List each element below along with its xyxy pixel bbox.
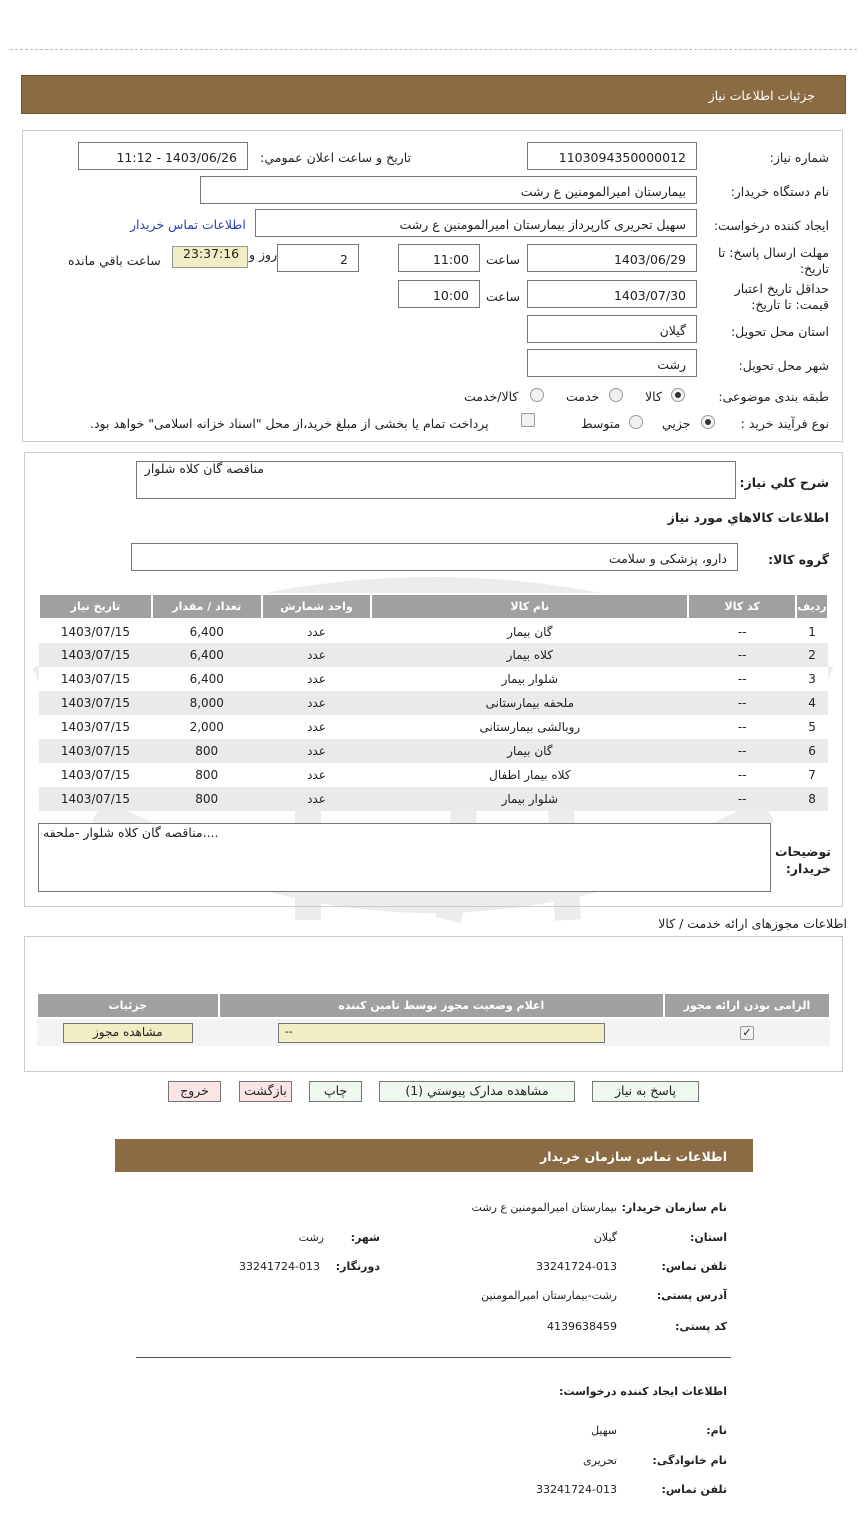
permits-table bbox=[36, 992, 831, 1046]
creator-label: ايجاد کننده درخواست: bbox=[713, 218, 829, 233]
row-name: روبالشی بیمارستانی bbox=[371, 715, 688, 739]
page-header bbox=[21, 75, 846, 114]
contact-province-value: گیلان bbox=[593, 1231, 617, 1244]
permits-table-header bbox=[37, 993, 830, 1018]
process-radio-minor[interactable] bbox=[701, 415, 715, 429]
creator-family-label: نام خانوادگی: bbox=[652, 1454, 727, 1467]
contact-postal-value: 4139638459 bbox=[547, 1320, 617, 1333]
col-permit-required: الزامی بودن ارائه مجوز bbox=[664, 993, 830, 1018]
contact-phone-value: 33241724-013 bbox=[536, 1260, 617, 1273]
deadline-time-value: 11:00 bbox=[432, 252, 469, 267]
remaining-time-field bbox=[172, 246, 248, 268]
announce-value: 1403/06/26 - 11:12 bbox=[116, 150, 237, 165]
contact-address-label: آدرس پستی: bbox=[656, 1289, 727, 1302]
row-date: 1403/07/15 bbox=[39, 763, 152, 787]
row-code: -- bbox=[688, 643, 796, 667]
page-title: جزئیات اطلاعات نیاز bbox=[708, 88, 815, 103]
row-date: 1403/07/15 bbox=[39, 667, 152, 691]
goods-group-value: دارو، پزشکی و سلامت bbox=[608, 551, 727, 566]
table-row bbox=[39, 739, 828, 763]
contact-phone-label: تلفن تماس: bbox=[661, 1260, 727, 1273]
permit-required-checkbox[interactable]: ✓ bbox=[740, 1026, 754, 1040]
row-code: -- bbox=[688, 715, 796, 739]
description-field bbox=[136, 461, 736, 499]
row-qty: 6,400 bbox=[152, 667, 262, 691]
buyer-contact-link[interactable]: اطلاعات تماس خریدار bbox=[130, 217, 246, 232]
row-unit: عدد bbox=[262, 691, 372, 715]
category-radio-both[interactable] bbox=[530, 388, 544, 402]
col-row: رديف bbox=[796, 594, 828, 619]
province-value: گیلان bbox=[659, 323, 686, 338]
days-label: روز و bbox=[249, 247, 278, 262]
row-qty: 8,000 bbox=[152, 691, 262, 715]
creator-phone-label: تلفن تماس: bbox=[661, 1483, 727, 1496]
contact-province-label: استان: bbox=[690, 1231, 727, 1244]
description-label: شرح کلي نياز: bbox=[739, 475, 829, 490]
contact-fax-label: دورنگار: bbox=[335, 1260, 380, 1273]
validity-label: حداقل تاريخ اعتبار bbox=[734, 281, 829, 296]
creator-family-value: تحریری bbox=[583, 1454, 617, 1467]
row-unit: عدد bbox=[262, 739, 372, 763]
validity-label-2: قيمت: تا تاريخ: bbox=[751, 297, 829, 312]
need-number-value: 1103094350000012 bbox=[558, 150, 686, 165]
contact-city-value: رشت bbox=[298, 1231, 324, 1244]
process-minor-label: جزيي bbox=[662, 416, 691, 431]
row-qty: 800 bbox=[152, 763, 262, 787]
creator-name-value: سهیل bbox=[591, 1424, 617, 1437]
row-qty: 2,000 bbox=[152, 715, 262, 739]
row-code: -- bbox=[688, 619, 796, 643]
permit-row bbox=[37, 1018, 830, 1046]
view-permit-button[interactable]: مشاهده مجوز bbox=[63, 1023, 193, 1043]
reply-button[interactable]: پاسخ به نياز bbox=[592, 1081, 699, 1102]
validity-date-value: 1403/07/30 bbox=[613, 288, 686, 303]
row-unit: عدد bbox=[262, 787, 372, 811]
row-unit: عدد bbox=[262, 715, 372, 739]
table-row bbox=[39, 667, 828, 691]
creator-name-label: نام: bbox=[706, 1424, 727, 1437]
contact-org-value: بیمارستان امیرالمومنین ع رشت bbox=[471, 1201, 617, 1214]
process-label: نوع فرآیند خرید : bbox=[740, 416, 829, 431]
contact-postal-label: کد پستی: bbox=[675, 1320, 727, 1333]
table-row bbox=[39, 715, 828, 739]
permit-status-field bbox=[278, 1023, 605, 1043]
row-qty: 800 bbox=[152, 787, 262, 811]
contact-address-value: رشت-بیمارستان امیرالمومنین bbox=[481, 1289, 617, 1302]
row-qty: 6,400 bbox=[152, 619, 262, 643]
row-date: 1403/07/15 bbox=[39, 787, 152, 811]
goods-group-field bbox=[131, 543, 738, 571]
province-field bbox=[527, 315, 697, 343]
city-label: شهر محل تحویل: bbox=[738, 358, 829, 373]
row-code: -- bbox=[688, 787, 796, 811]
permits-title: اطلاعات مجوزهای ارائه خدمت / کالا bbox=[658, 916, 847, 931]
buyer-notes-label: توضیحات bbox=[775, 844, 831, 859]
row-qty: 6,400 bbox=[152, 643, 262, 667]
row-code: -- bbox=[688, 667, 796, 691]
deadline-date-field bbox=[527, 244, 697, 272]
deadline-label: مهلت ارسال پاسخ: تا bbox=[718, 245, 829, 260]
row-index: 6 bbox=[796, 739, 828, 763]
need-number-label: شماره نیاز: bbox=[769, 150, 829, 165]
creator-field bbox=[255, 209, 697, 237]
print-button[interactable]: چاپ bbox=[309, 1081, 362, 1102]
need-number-field bbox=[527, 142, 697, 170]
row-index: 3 bbox=[796, 667, 828, 691]
deadline-time-label: ساعت bbox=[486, 252, 521, 267]
creator-value: سهیل تحریری کارپرداز بیمارستان امیرالمومنین ع رشت bbox=[399, 217, 686, 232]
validity-date-field bbox=[527, 280, 697, 308]
buyer-org-value: بیمارستان امیرالمومنین ع رشت bbox=[520, 184, 686, 199]
contact-divider bbox=[136, 1357, 731, 1358]
col-unit: واحد شمارش bbox=[262, 594, 372, 619]
goods-table bbox=[38, 593, 829, 811]
announce-field bbox=[78, 142, 248, 170]
buyer-notes-field bbox=[38, 823, 771, 892]
deadline-label-2: تاريخ: bbox=[799, 261, 829, 276]
row-date: 1403/07/15 bbox=[39, 643, 152, 667]
contact-header bbox=[115, 1139, 753, 1172]
validity-time-field bbox=[398, 280, 480, 308]
row-name: گان بیمار bbox=[371, 739, 688, 763]
contact-city-label: شهر: bbox=[350, 1231, 380, 1244]
col-qty: تعداد / مقدار bbox=[152, 594, 262, 619]
contact-org-label: نام سازمان خریدار: bbox=[621, 1201, 727, 1214]
row-qty: 800 bbox=[152, 739, 262, 763]
row-name: گان بیمار bbox=[371, 619, 688, 643]
row-index: 4 bbox=[796, 691, 828, 715]
table-row bbox=[39, 619, 828, 643]
row-code: -- bbox=[688, 739, 796, 763]
contact-title: اطلاعات تماس سازمان خریدار bbox=[540, 1149, 727, 1164]
row-index: 5 bbox=[796, 715, 828, 739]
description-value: مناقصه گان کلاه شلوار bbox=[144, 461, 264, 476]
category-radio-goods[interactable] bbox=[671, 388, 685, 402]
table-row bbox=[39, 763, 828, 787]
days-value: 2 bbox=[340, 252, 348, 267]
buyer-org-field bbox=[200, 176, 697, 204]
category-label: طبقه بندی موضوعی: bbox=[718, 389, 829, 404]
row-date: 1403/07/15 bbox=[39, 715, 152, 739]
category-radio-service[interactable] bbox=[609, 388, 623, 402]
row-date: 1403/07/15 bbox=[39, 691, 152, 715]
col-permit-details: جزئیات bbox=[37, 993, 219, 1018]
table-row bbox=[39, 691, 828, 715]
row-code: -- bbox=[688, 763, 796, 787]
row-date: 1403/07/15 bbox=[39, 619, 152, 643]
city-field bbox=[527, 349, 697, 377]
permit-status-value: -- bbox=[284, 1024, 293, 1038]
category-service-label: خدمت bbox=[566, 389, 600, 404]
attachments-button[interactable]: مشاهده مدارک پيوستي (1) bbox=[379, 1081, 575, 1102]
buyer-notes-value: ....مناقصه گان کلاه شلوار -ملحفه bbox=[43, 825, 219, 840]
row-unit: عدد bbox=[262, 619, 372, 643]
city-value: رشت bbox=[657, 357, 686, 372]
row-name: شلوار بیمار bbox=[371, 787, 688, 811]
row-index: 7 bbox=[796, 763, 828, 787]
row-name: ملحفه بیمارستانی bbox=[371, 691, 688, 715]
announce-label: تاريخ و ساعت اعلان عمومي: bbox=[260, 150, 411, 165]
table-row bbox=[39, 643, 828, 667]
province-label: استان محل تحویل: bbox=[730, 324, 829, 339]
buyer-org-label: نام دستگاه خريدار: bbox=[730, 184, 829, 199]
col-name: نام کالا bbox=[371, 594, 688, 619]
payment-checkbox[interactable] bbox=[521, 413, 535, 427]
deadline-date-value: 1403/06/29 bbox=[613, 252, 686, 267]
creator-phone-value: 33241724-013 bbox=[536, 1483, 617, 1496]
row-name: شلوار بیمار bbox=[371, 667, 688, 691]
row-unit: عدد bbox=[262, 763, 372, 787]
exit-button[interactable]: خروج bbox=[168, 1081, 221, 1102]
deadline-time-field bbox=[398, 244, 480, 272]
validity-time-value: 10:00 bbox=[432, 288, 469, 303]
col-date: تاريخ نياز bbox=[39, 594, 152, 619]
contact-fax-value: 33241724-013 bbox=[239, 1260, 320, 1273]
days-remaining-field bbox=[277, 244, 359, 272]
process-medium-label: متوسط bbox=[581, 416, 621, 431]
table-row bbox=[39, 787, 828, 811]
remaining-label: ساعت باقي مانده bbox=[68, 253, 161, 268]
row-unit: عدد bbox=[262, 667, 372, 691]
remaining-time-value: 23:37:16 bbox=[183, 246, 240, 261]
goods-info-title: اطلاعات کالاهاي مورد نياز bbox=[667, 510, 829, 525]
category-both-label: کالا/خدمت bbox=[464, 389, 519, 404]
row-code: -- bbox=[688, 691, 796, 715]
row-index: 1 bbox=[796, 619, 828, 643]
row-index: 2 bbox=[796, 643, 828, 667]
goods-table-header bbox=[39, 594, 828, 619]
buyer-notes-label-2: خریدار: bbox=[785, 861, 831, 876]
goods-group-label: گروه کالا: bbox=[768, 552, 829, 567]
validity-time-label: ساعت bbox=[486, 289, 521, 304]
row-name: کلاه بیمار bbox=[371, 643, 688, 667]
row-date: 1403/07/15 bbox=[39, 739, 152, 763]
category-goods-label: کالا bbox=[645, 389, 662, 404]
process-radio-medium[interactable] bbox=[629, 415, 643, 429]
col-permit-status: اعلام وضعیت مجوز توسط تامین کننده bbox=[219, 993, 664, 1018]
row-unit: عدد bbox=[262, 643, 372, 667]
creator-info-title: اطلاعات ایجاد کننده درخواست: bbox=[559, 1385, 727, 1398]
col-code: کد کالا bbox=[688, 594, 796, 619]
row-index: 8 bbox=[796, 787, 828, 811]
back-button[interactable]: بازگشت bbox=[239, 1081, 292, 1102]
row-name: کلاه بیمار اطفال bbox=[371, 763, 688, 787]
top-divider bbox=[10, 49, 857, 50]
payment-note: پرداخت تمام يا بخشی از مبلغ خريد،از محل "اسناد خزانه اسلامی" خواهد بود. bbox=[90, 416, 489, 431]
